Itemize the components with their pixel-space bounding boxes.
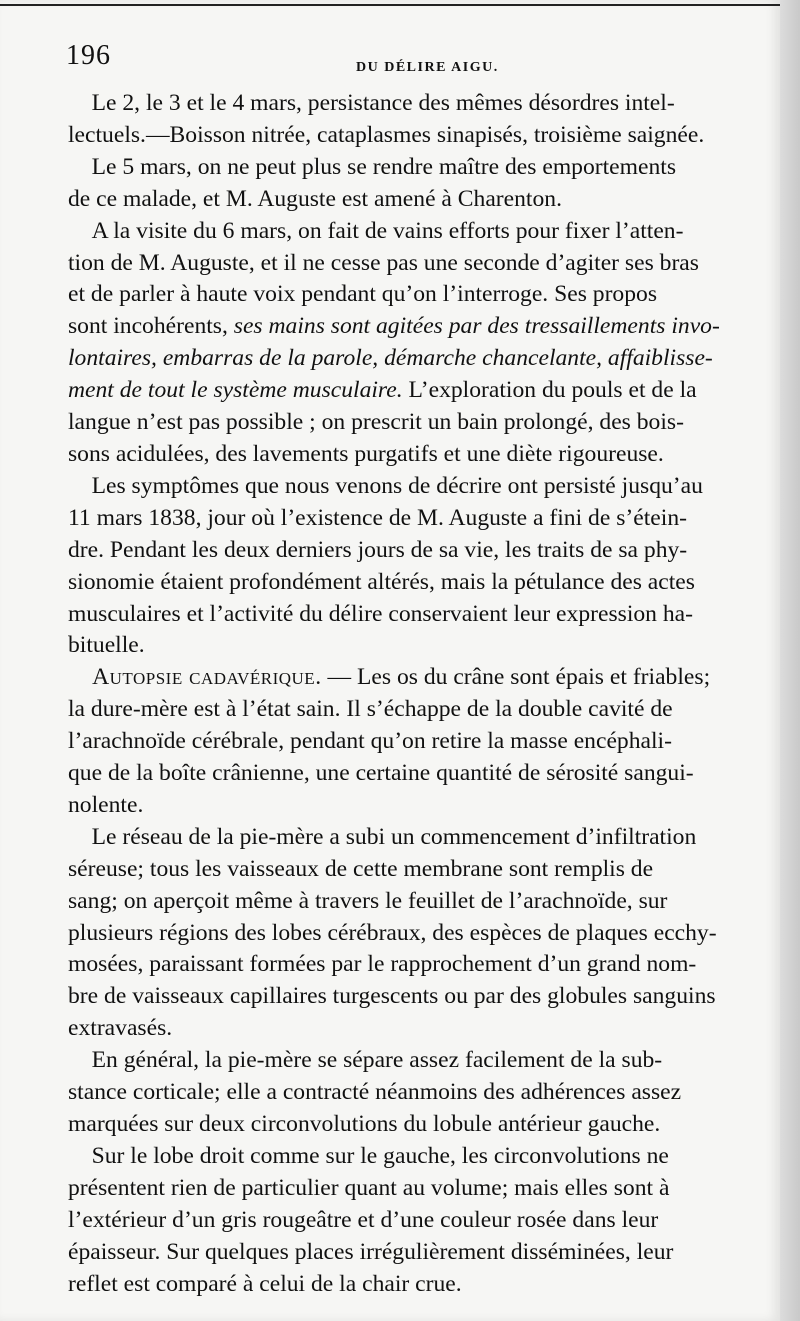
text-line: bre de vaisseaux capillaires turgescents ou par des globules sanguins (68, 983, 716, 1010)
text-line: et de parler à haute voix pendant qu’on l’interroge. Ses propos (68, 281, 658, 308)
text-line: marquées sur deux circonvolutions du lobule antérieur gauche. (68, 1111, 661, 1137)
text-line: Le réseau de la pie-mère a subi un commencement d’infiltration (68, 823, 697, 850)
text-line: plusieurs régions des lobes cérébraux, des espèces de plaques ecchy- (68, 919, 717, 946)
text-line: sang; on aperçoit même à travers le feuillet de l’arachnoïde, sur (68, 887, 668, 914)
paragraph-5 (68, 662, 778, 822)
text-line: extravasés. (68, 1015, 173, 1042)
text-line: l’arachnoïde cérébrale, pendant qu’on retire la masse encéphali- (68, 728, 672, 755)
page-header (66, 40, 780, 80)
text-line: que de la boîte crânienne, une certaine quantité de sérosité sangui- (68, 760, 694, 787)
paragraph-6 (68, 822, 778, 1045)
text-line (68, 375, 776, 407)
text-run: — Les os du crâne sont épais et friables; (321, 664, 711, 691)
text-line: épaisseur. Sur quelques places irrégulièrement disséminées, leur (68, 1238, 674, 1265)
text-line: séreuse; tous les vaisseaux de cette membrane sont remplis de (68, 855, 654, 882)
paragraph-8 (68, 1141, 778, 1301)
paragraph-3 (68, 216, 778, 471)
italic-text: ses mains sont agitées par des tressaillements invo- (233, 313, 720, 340)
text-line: mosées, paraissant formées par le rapprochement d’un grand nom- (68, 951, 697, 978)
running-title: DU DÉLIRE AIGU. (356, 60, 499, 75)
body-text (68, 88, 778, 1300)
paragraph-7 (68, 1045, 778, 1141)
text-line: dre. Pendant les deux derniers jours de sa vie, les traits de sa phy- (68, 536, 688, 563)
text-line: reflet est comparé à celui de la chair crue. (68, 1270, 462, 1297)
text-line: Les symptômes que nous venons de décrire ont persisté jusqu’au (68, 472, 703, 499)
text-line: lectuels.—Boisson nitrée, cataplasmes sinapisés, troisième saignée. (68, 121, 705, 148)
text-line: langue n’est pas possible ; on prescrit un bain prolongé, des bois- (68, 409, 684, 436)
text-run: L’exploration du pouls et de la (402, 377, 697, 404)
section-heading: Autopsie cadavérique. (68, 664, 322, 691)
text-run: sont incohérents, (68, 313, 234, 340)
page-edge (780, 0, 800, 1321)
text-line: présentent rien de particulier quant au volume; mais elles sont à (68, 1174, 670, 1201)
text-line: sionomie étaient profondément altérés, mais la pétulance des actes (68, 568, 695, 595)
paragraph-2 (68, 152, 778, 216)
text-line: nolente. (68, 791, 144, 818)
paragraph-4 (68, 471, 778, 662)
text-line: bituelle. (68, 632, 145, 659)
paragraph-1 (68, 88, 778, 152)
text-line (68, 311, 776, 343)
text-line: Le 2, le 3 et le 4 mars, persistance des mêmes désordres intel- (68, 90, 675, 116)
text-line: musculaires et l’activité du délire conservaient leur expression ha- (68, 600, 693, 627)
text-line: tion de M. Auguste, et il ne cesse pas une seconde d’agiter ses bras (68, 249, 699, 276)
text-line: la dure-mère est à l’état sain. Il s’échappe de la double cavité de (68, 696, 673, 723)
text-line: A la visite du 6 mars, on fait de vains efforts pour fixer l’atten- (68, 217, 684, 244)
page-number: 196 (66, 40, 111, 71)
top-rule (0, 4, 780, 6)
text-line: Le 5 mars, on ne peut plus se rendre maître des emportements (68, 153, 677, 180)
text-line: l’extérieur d’un gris rougeâtre et d’une couleur rosée dans leur (68, 1206, 659, 1233)
text-line (68, 662, 776, 694)
italic-text: ment de tout le système musculaire. (68, 377, 403, 404)
text-line: En général, la pie-mère se sépare assez facilement de la sub- (68, 1047, 663, 1074)
text-line: stance corticale; elle a contracté néanmoins des adhérences assez (68, 1079, 682, 1106)
text-line: 11 mars 1838, jour où l’existence de M. Auguste a fini de s’étein- (68, 504, 687, 531)
text-line: de ce malade, et M. Auguste est amené à Charenton. (68, 185, 562, 212)
text-line: Sur le lobe droit comme sur le gauche, les circonvolutions ne (68, 1142, 669, 1169)
text-line: sons acidulées, des lavements purgatifs et une diète rigoureuse. (68, 440, 664, 467)
italic-text: lontaires, embarras de la parole, démarche chancelante, affaiblisse- (68, 345, 713, 372)
